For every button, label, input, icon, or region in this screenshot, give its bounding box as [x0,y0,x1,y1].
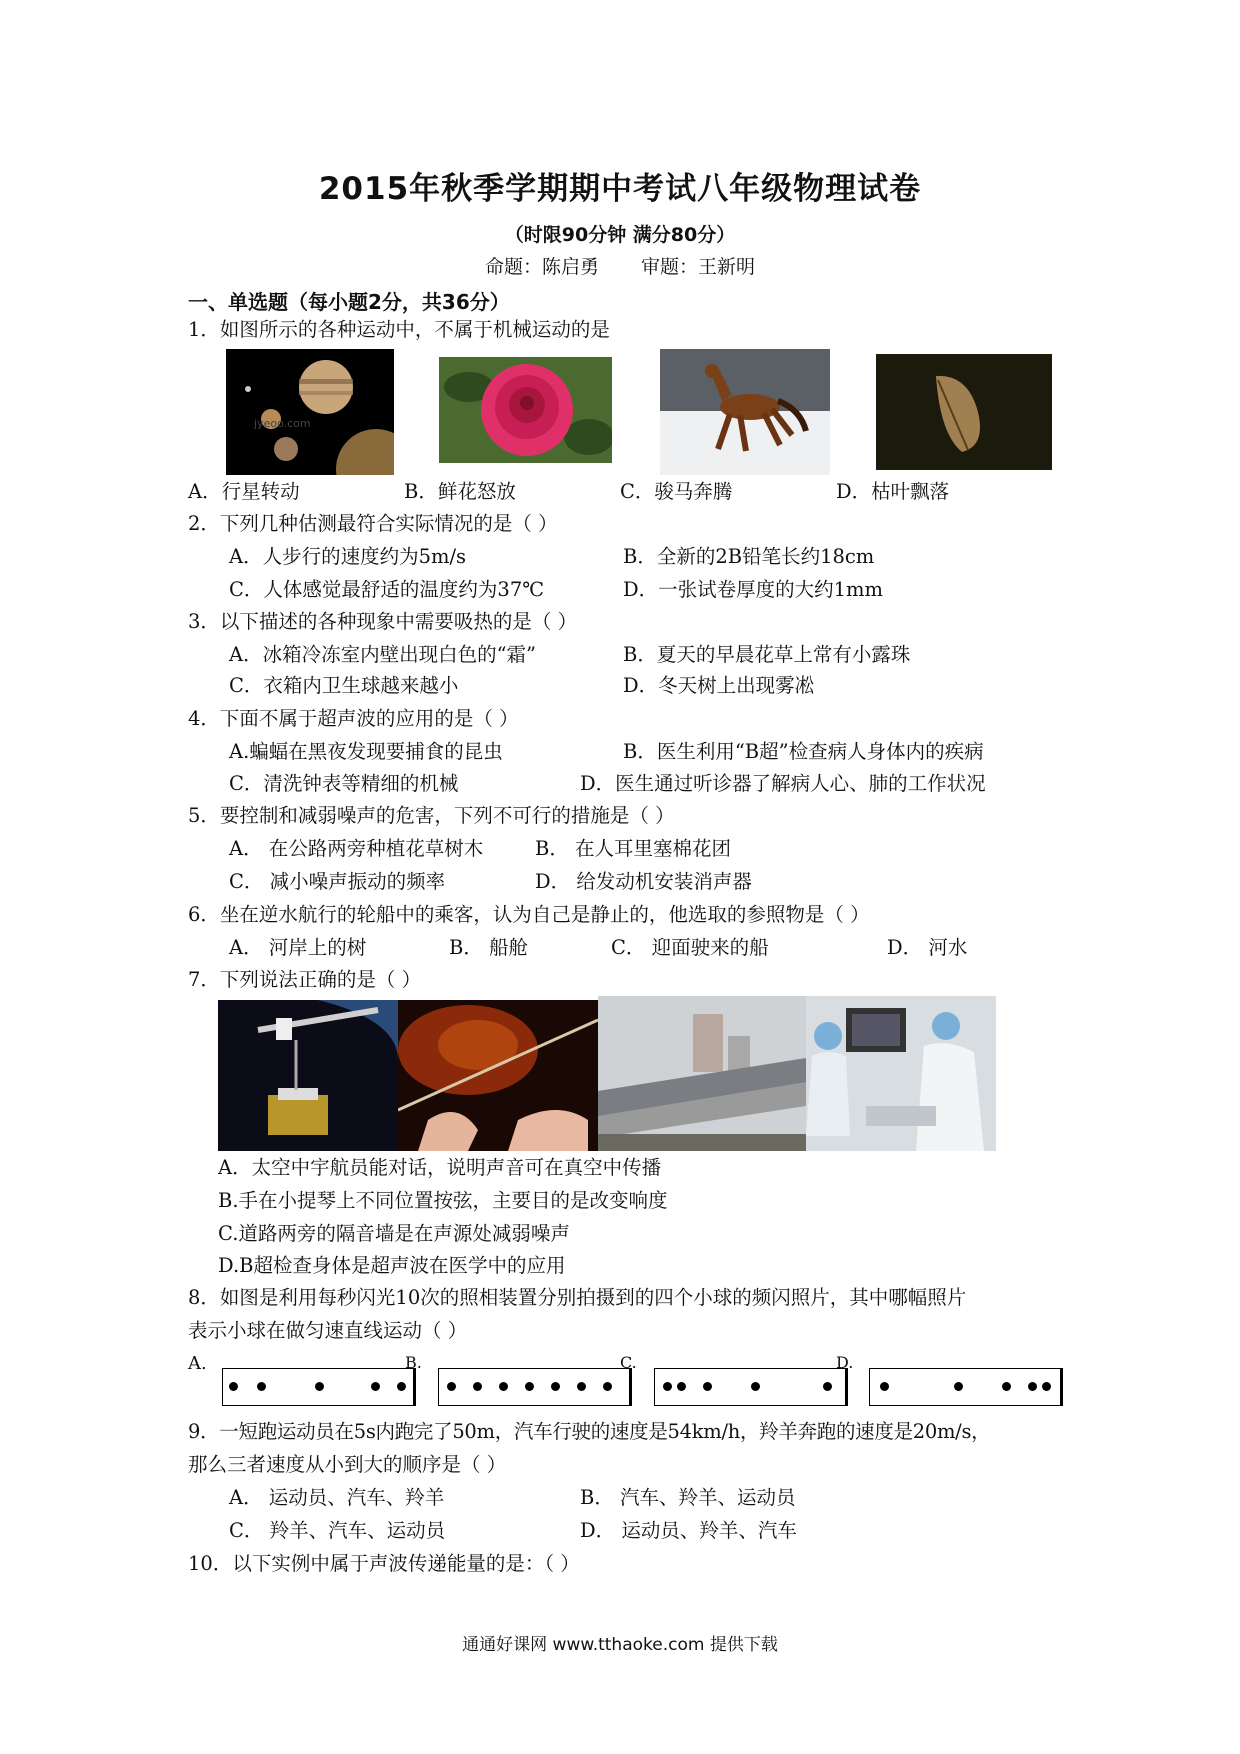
q2-option-c: C．人体感觉最舒适的温度约为37℃ [229,578,545,601]
question-8-stem-line1: 8．如图是利用每秒闪光10次的照相装置分别拍摄到的四个小球的频闪照片，其中哪幅照片 [188,1286,967,1309]
q9-option-c: C． 羚羊、汽车、运动员 [229,1519,446,1542]
q4-option-d: D．医生通过听诊器了解病人心、肺的工作状况 [580,772,986,795]
question-3-stem: 3．以下描述的各种现象中需要吸热的是（ ） [188,610,578,633]
leaf-photo [876,354,1052,470]
sound-barrier-icon [598,996,806,1151]
question-9-stem-line2: 那么三者速度从小到大的顺序是（ ） [188,1453,507,1476]
question-10-stem: 10．以下实例中属于声波传递能量的是：（ ） [188,1552,580,1575]
ball-dot [1002,1382,1011,1391]
q3-option-b: B．夏天的早晨花草上常有小露珠 [623,643,911,666]
q5-option-d: D． 给发动机安装消声器 [535,870,752,893]
q8-label-b: B. [405,1353,422,1372]
question-7-stem: 7．下列说法正确的是（ ） [188,968,422,991]
ball-dot [397,1382,406,1391]
ball-dot [229,1382,238,1391]
ball-dot [954,1382,963,1391]
q8-label-d: D. [836,1353,854,1372]
spacewalk-icon [218,1000,398,1151]
page-footer: 通通好课网 www.tthaoke.com 提供下载 [462,1635,778,1655]
strobe-photo-a [222,1368,416,1406]
q3-option-d: D．冬天树上出现雾凇 [623,674,815,697]
ball-dot [677,1382,686,1391]
q7-option-a: A．太空中宇航员能对话，说明声音可在真空中传播 [218,1156,662,1179]
sound-barrier-photo [598,996,806,1151]
astronaut-photo [218,1000,398,1151]
strobe-photo-c [654,1368,848,1406]
q5-option-c: C． 减小噪声振动的频率 [229,870,446,893]
horse-icon [660,349,830,475]
q7-option-c: C.道路两旁的隔音墙是在声源处减弱噪声 [218,1222,570,1245]
ball-dot [257,1382,266,1391]
ball-dot [663,1382,672,1391]
author: 命题：陈启勇 [484,256,599,278]
q6-option-d: D． 河水 [887,936,968,959]
q8-label-a: A. [188,1353,207,1374]
question-9-stem-line1: 9．一短跑运动员在5s内跑完了50m，汽车行驶的速度是54km/h，羚羊奔跑的速度是20m/s， [188,1420,991,1443]
ball-dot [823,1382,832,1391]
ball-dot [315,1382,324,1391]
horse-photo [660,349,830,475]
q9-option-d: D． 运动员、羚羊、汽车 [580,1519,797,1542]
q3-option-a: A．冰箱冷冻室内壁出现白色的“霜” [229,643,537,666]
q4-option-a: A.蝙蝠在黑夜发现要捕食的昆虫 [229,740,503,763]
strobe-photo-b [438,1368,632,1406]
q9-option-b: B． 汽车、羚羊、运动员 [580,1486,796,1509]
question-8-stem-line2: 表示小球在做匀速直线运动（ ） [188,1319,468,1342]
question-2-stem: 2．下列几种估测最符合实际情况的是（ ） [188,512,558,535]
q6-option-b: B． 船舱 [449,936,529,959]
planets-photo [226,349,394,475]
q2-option-b: B．全新的2B铅笔长约18cm [623,545,875,568]
q1-option-b: B．鲜花怒放 [404,480,516,503]
ball-dot [551,1382,560,1391]
q7-option-d: D.B超检查身体是超声波在医学中的应用 [218,1254,566,1277]
q8-label-c: C. [620,1353,637,1372]
ball-dot [371,1382,380,1391]
section-heading: 一、单选题（每小题2分，共36分） [188,290,510,314]
q1-option-c: C．骏马奔腾 [620,480,733,503]
ball-dot [751,1382,760,1391]
ball-dot [499,1382,508,1391]
violin-photo [398,1000,598,1151]
q9-option-a: A． 运动员、汽车、羚羊 [229,1486,445,1509]
reviewer: 审题：王新明 [641,256,756,278]
ball-dot [525,1382,534,1391]
q6-option-c: C． 迎面驶来的船 [611,936,769,959]
ball-dot [703,1382,712,1391]
question-5-stem: 5．要控制和减弱噪声的危害，下列不可行的措施是（ ） [188,804,675,827]
q1-option-d: D．枯叶飘落 [836,480,950,503]
q4-option-b: B．医生利用“B超”检查病人身体内的疾病 [623,740,984,763]
ball-dot [473,1382,482,1391]
question-1-stem: 1．如图所示的各种运动中，不属于机械运动的是 [188,318,610,341]
ball-dot [577,1382,586,1391]
q1-option-a: A．行星转动 [188,480,300,503]
ball-dot [880,1382,889,1391]
q4-option-c: C．清洗钟表等精细的机械 [229,772,459,795]
exam-authors [0,252,1240,279]
ball-dot [1028,1382,1037,1391]
q3-option-c: C．衣箱内卫生球越来越小 [229,674,459,697]
b-ultrasound-icon [806,996,996,1151]
q7-option-b: B.手在小提琴上不同位置按弦，主要目的是改变响度 [218,1189,668,1212]
ultrasound-photo [806,996,996,1151]
q6-option-a: A． 河岸上的树 [229,936,367,959]
q2-option-d: D．一张试卷厚度的大约1mm [623,578,884,601]
ball-dot [603,1382,612,1391]
rose-icon [439,357,612,463]
question-6-stem: 6．坐在逆水航行的轮船中的乘客，认为自己是静止的，他选取的参照物是（ ） [188,903,870,926]
q2-option-a: A．人步行的速度约为5m/s [229,545,467,568]
exam-subtitle: （时限90分钟 满分80分） [504,224,736,246]
question-4-stem: 4．下面不属于超声波的应用的是（ ） [188,707,519,730]
watermark: jyeoo.com [254,417,311,430]
dry-leaf-icon [876,354,1052,470]
q5-option-b: B． 在人耳里塞棉花团 [535,837,732,860]
planets-icon [226,349,394,475]
exam-title: 2015年秋季学期期中考试八年级物理试卷 [318,171,922,207]
violin-icon [398,1000,598,1151]
flower-photo [439,357,612,463]
q5-option-a: A． 在公路两旁种植花草树木 [229,837,484,860]
ball-dot [447,1382,456,1391]
strobe-photo-d [869,1368,1063,1406]
ball-dot [1042,1382,1051,1391]
